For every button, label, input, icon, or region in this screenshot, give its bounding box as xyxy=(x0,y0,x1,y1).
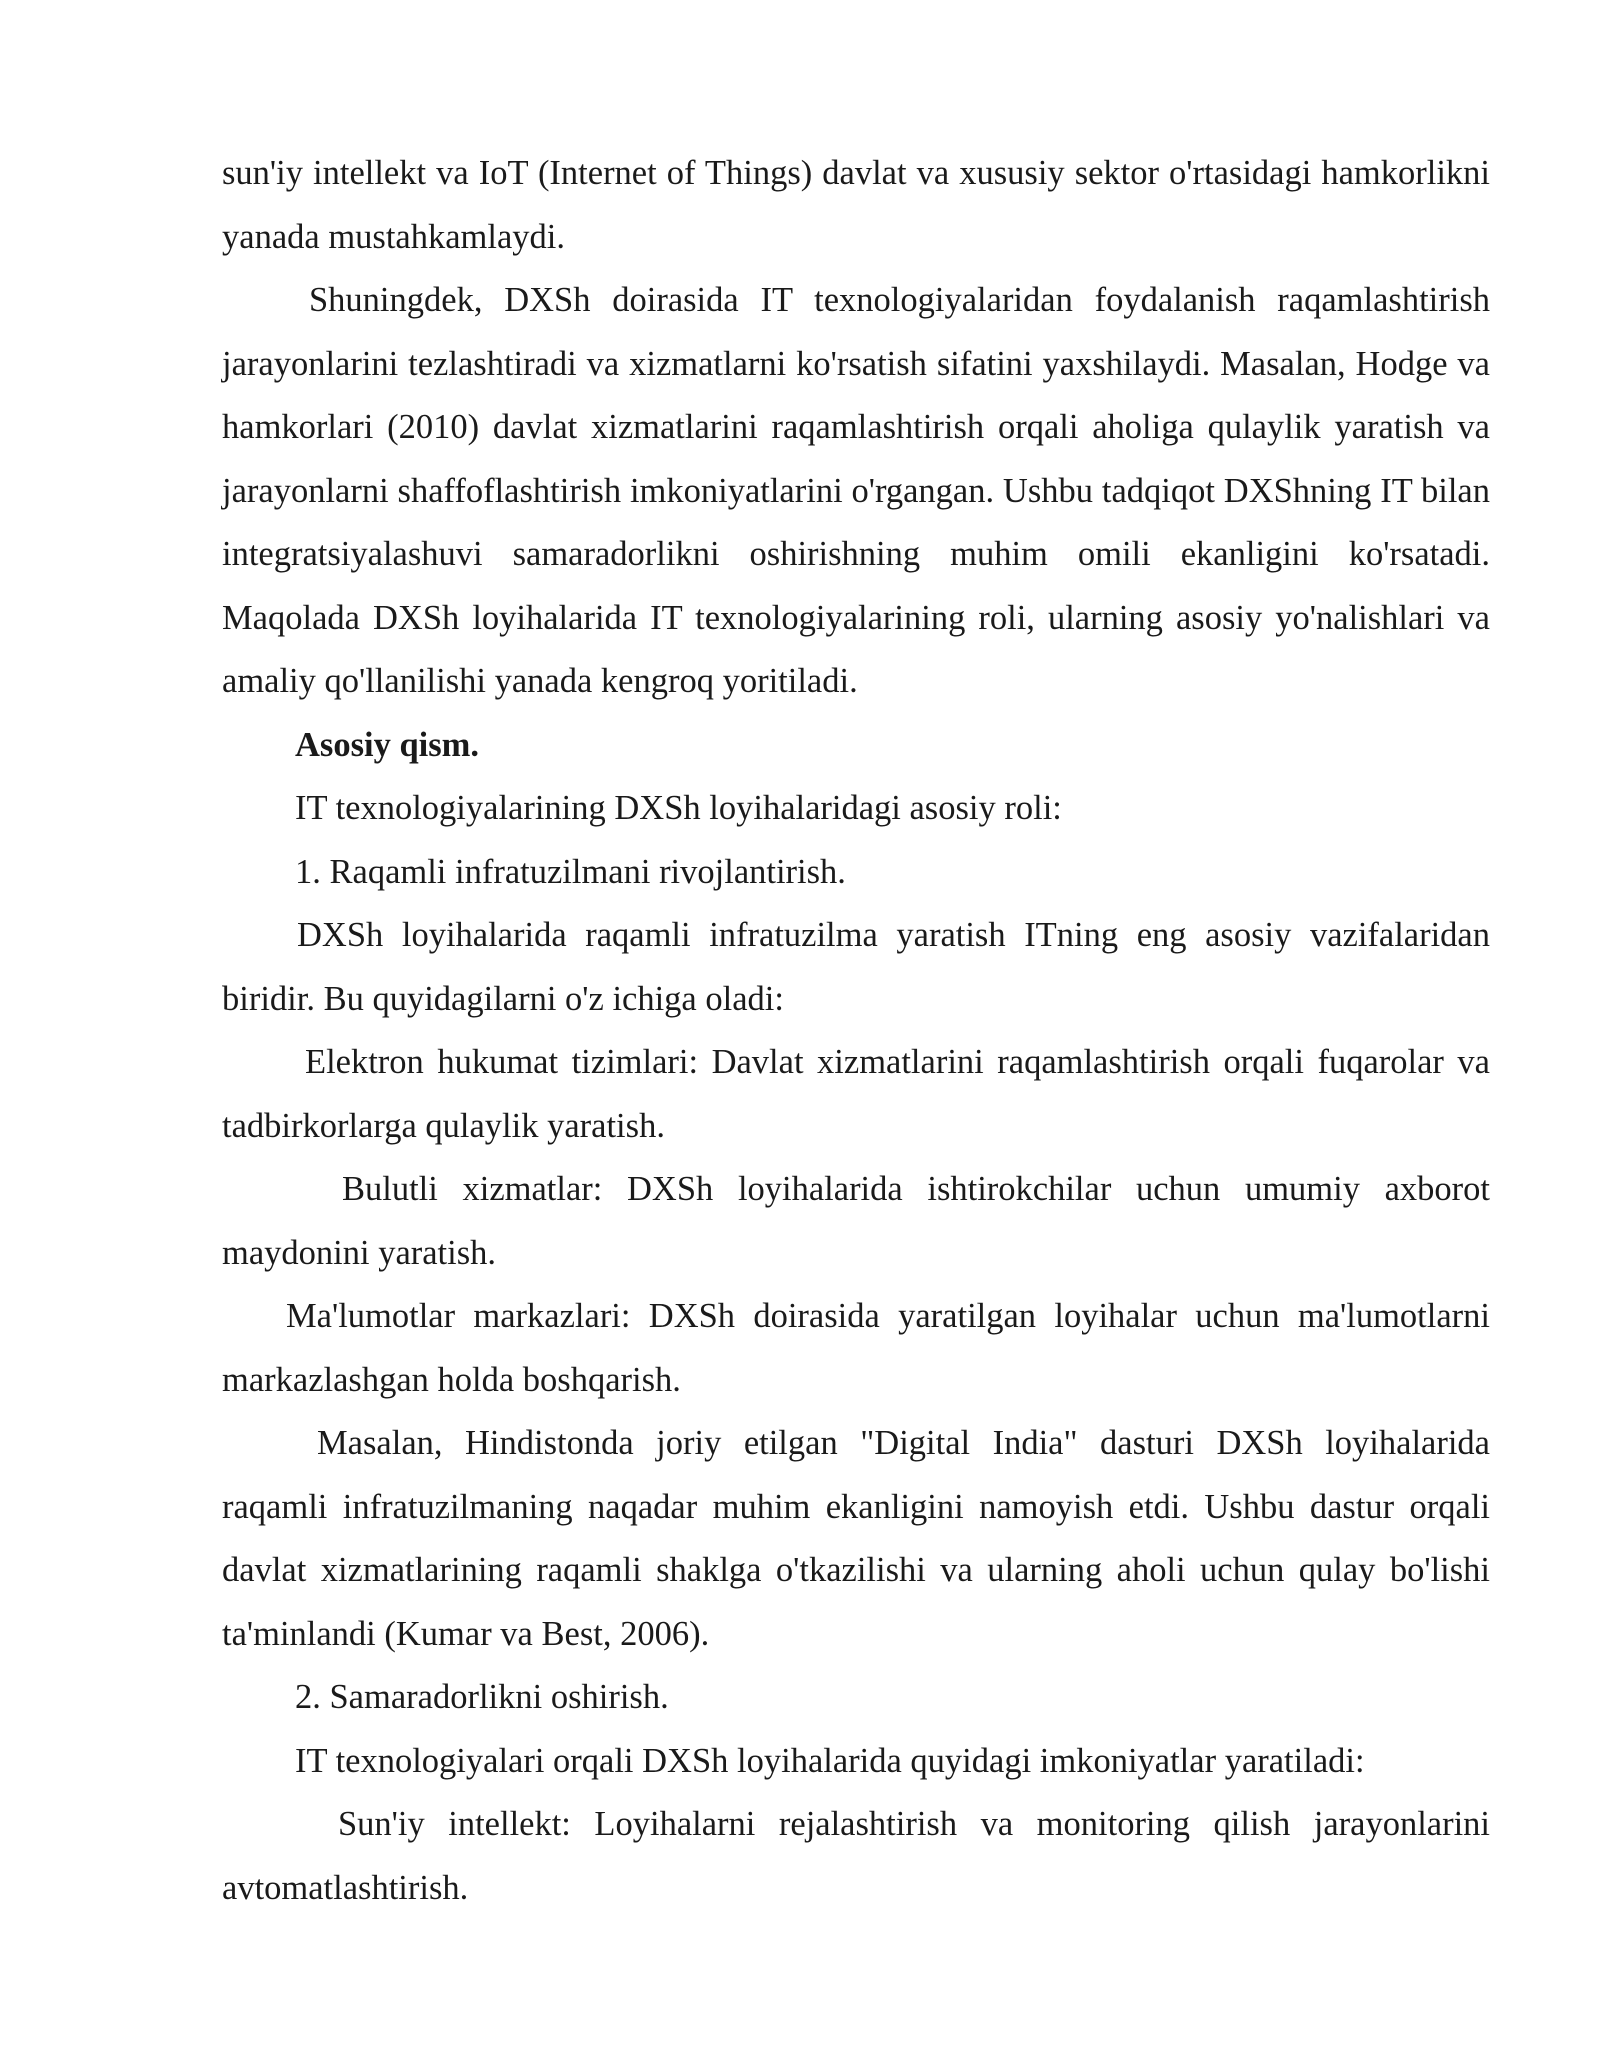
subheading-efficiency: 2. Samaradorlikni oshirish. xyxy=(295,1678,669,1716)
list-item-ai: Sun'iy intellekt: Loyihalarni rejalashtirish va monitoring qilish jarayonlarini avtomatlashtirish. xyxy=(222,1805,1490,1907)
section-heading: Asosiy qism. xyxy=(295,725,480,764)
paragraph-digital-india: Masalan, Hindistonda joriy etilgan "Digital India" dasturi DXSh loyihalarida raqamli infratuzilmaning naqadar muhim ekanligini namoyish etdi. Ushbu dastur orqali davlat xizmatlarining raqamli shaklga o'tkazilishi va ularning aholi uchun qulay bo'lishi ta'minlandi (Kumar va Best, 2006). xyxy=(222,1424,1490,1653)
paragraph-roles-intro: IT texnologiyalarining DXSh loyihalaridagi asosiy roli: xyxy=(295,789,1062,827)
paragraph-infrastructure: DXSh loyihalarida raqamli infratuzilma yaratish ITning eng asosiy vazifalaridan biridir. Bu quyidagilarni o'z ichiga oladi: xyxy=(222,916,1490,1018)
subheading-infrastructure: 1. Raqamli infratuzilmani rivojlantirish. xyxy=(295,852,846,891)
list-item-egovernment: Elektron hukumat tizimlari: Davlat xizmatlarini raqamlashtirish orqali fuqarolar va tadbirkorlarga qulaylik yaratish. xyxy=(222,1043,1490,1145)
paragraph-efficiency-intro: IT texnologiyalari orqali DXSh loyihalarida quyidagi imkoniyatlar yaratiladi: xyxy=(295,1741,1365,1780)
page-body xyxy=(222,142,1490,1920)
list-item-cloud: Bulutli xizmatlar: DXSh loyihalarida ishtirokchilar uchun umumiy axborot maydonini yaratish. xyxy=(222,1170,1490,1272)
paragraph-intro: Shuningdek, DXSh doirasida IT texnologiyalaridan foydalanish raqamlashtirish jarayonlarini tezlashtiradi va xizmatlarni ko'rsatish sifatini yaxshilaydi. Masalan, Hodge va hamkorlari (2010) davlat xizmatlarini raqamlashtirish orqali aholiga qulaylik yaratish va jarayonlarni shaffoflashtirish imkoniyatlarini o'rgangan. Ushbu tadqiqot DXShning IT bilan integratsiyalashuvi samaradorlikni oshirishning muhim omili ekanligini ko'rsatadi. Maqolada DXSh loyihalarida IT texnologiyalarining roli, ularning asosiy yo'nalishlari va amaliy qo'llanilishi yanada kengroq yoritiladi. xyxy=(222,281,1490,700)
list-item-data-centers: Ma'lumotlar markazlari: DXSh doirasida yaratilgan loyihalar uchun ma'lumotlarni markazlashgan holda boshqarish. xyxy=(222,1297,1490,1399)
paragraph-intro-continuation: sun'iy intellekt va IoT (Internet of Things) davlat va xususiy sektor o'rtasidagi hamkorlikni yanada mustahkamlaydi. xyxy=(222,154,1490,256)
